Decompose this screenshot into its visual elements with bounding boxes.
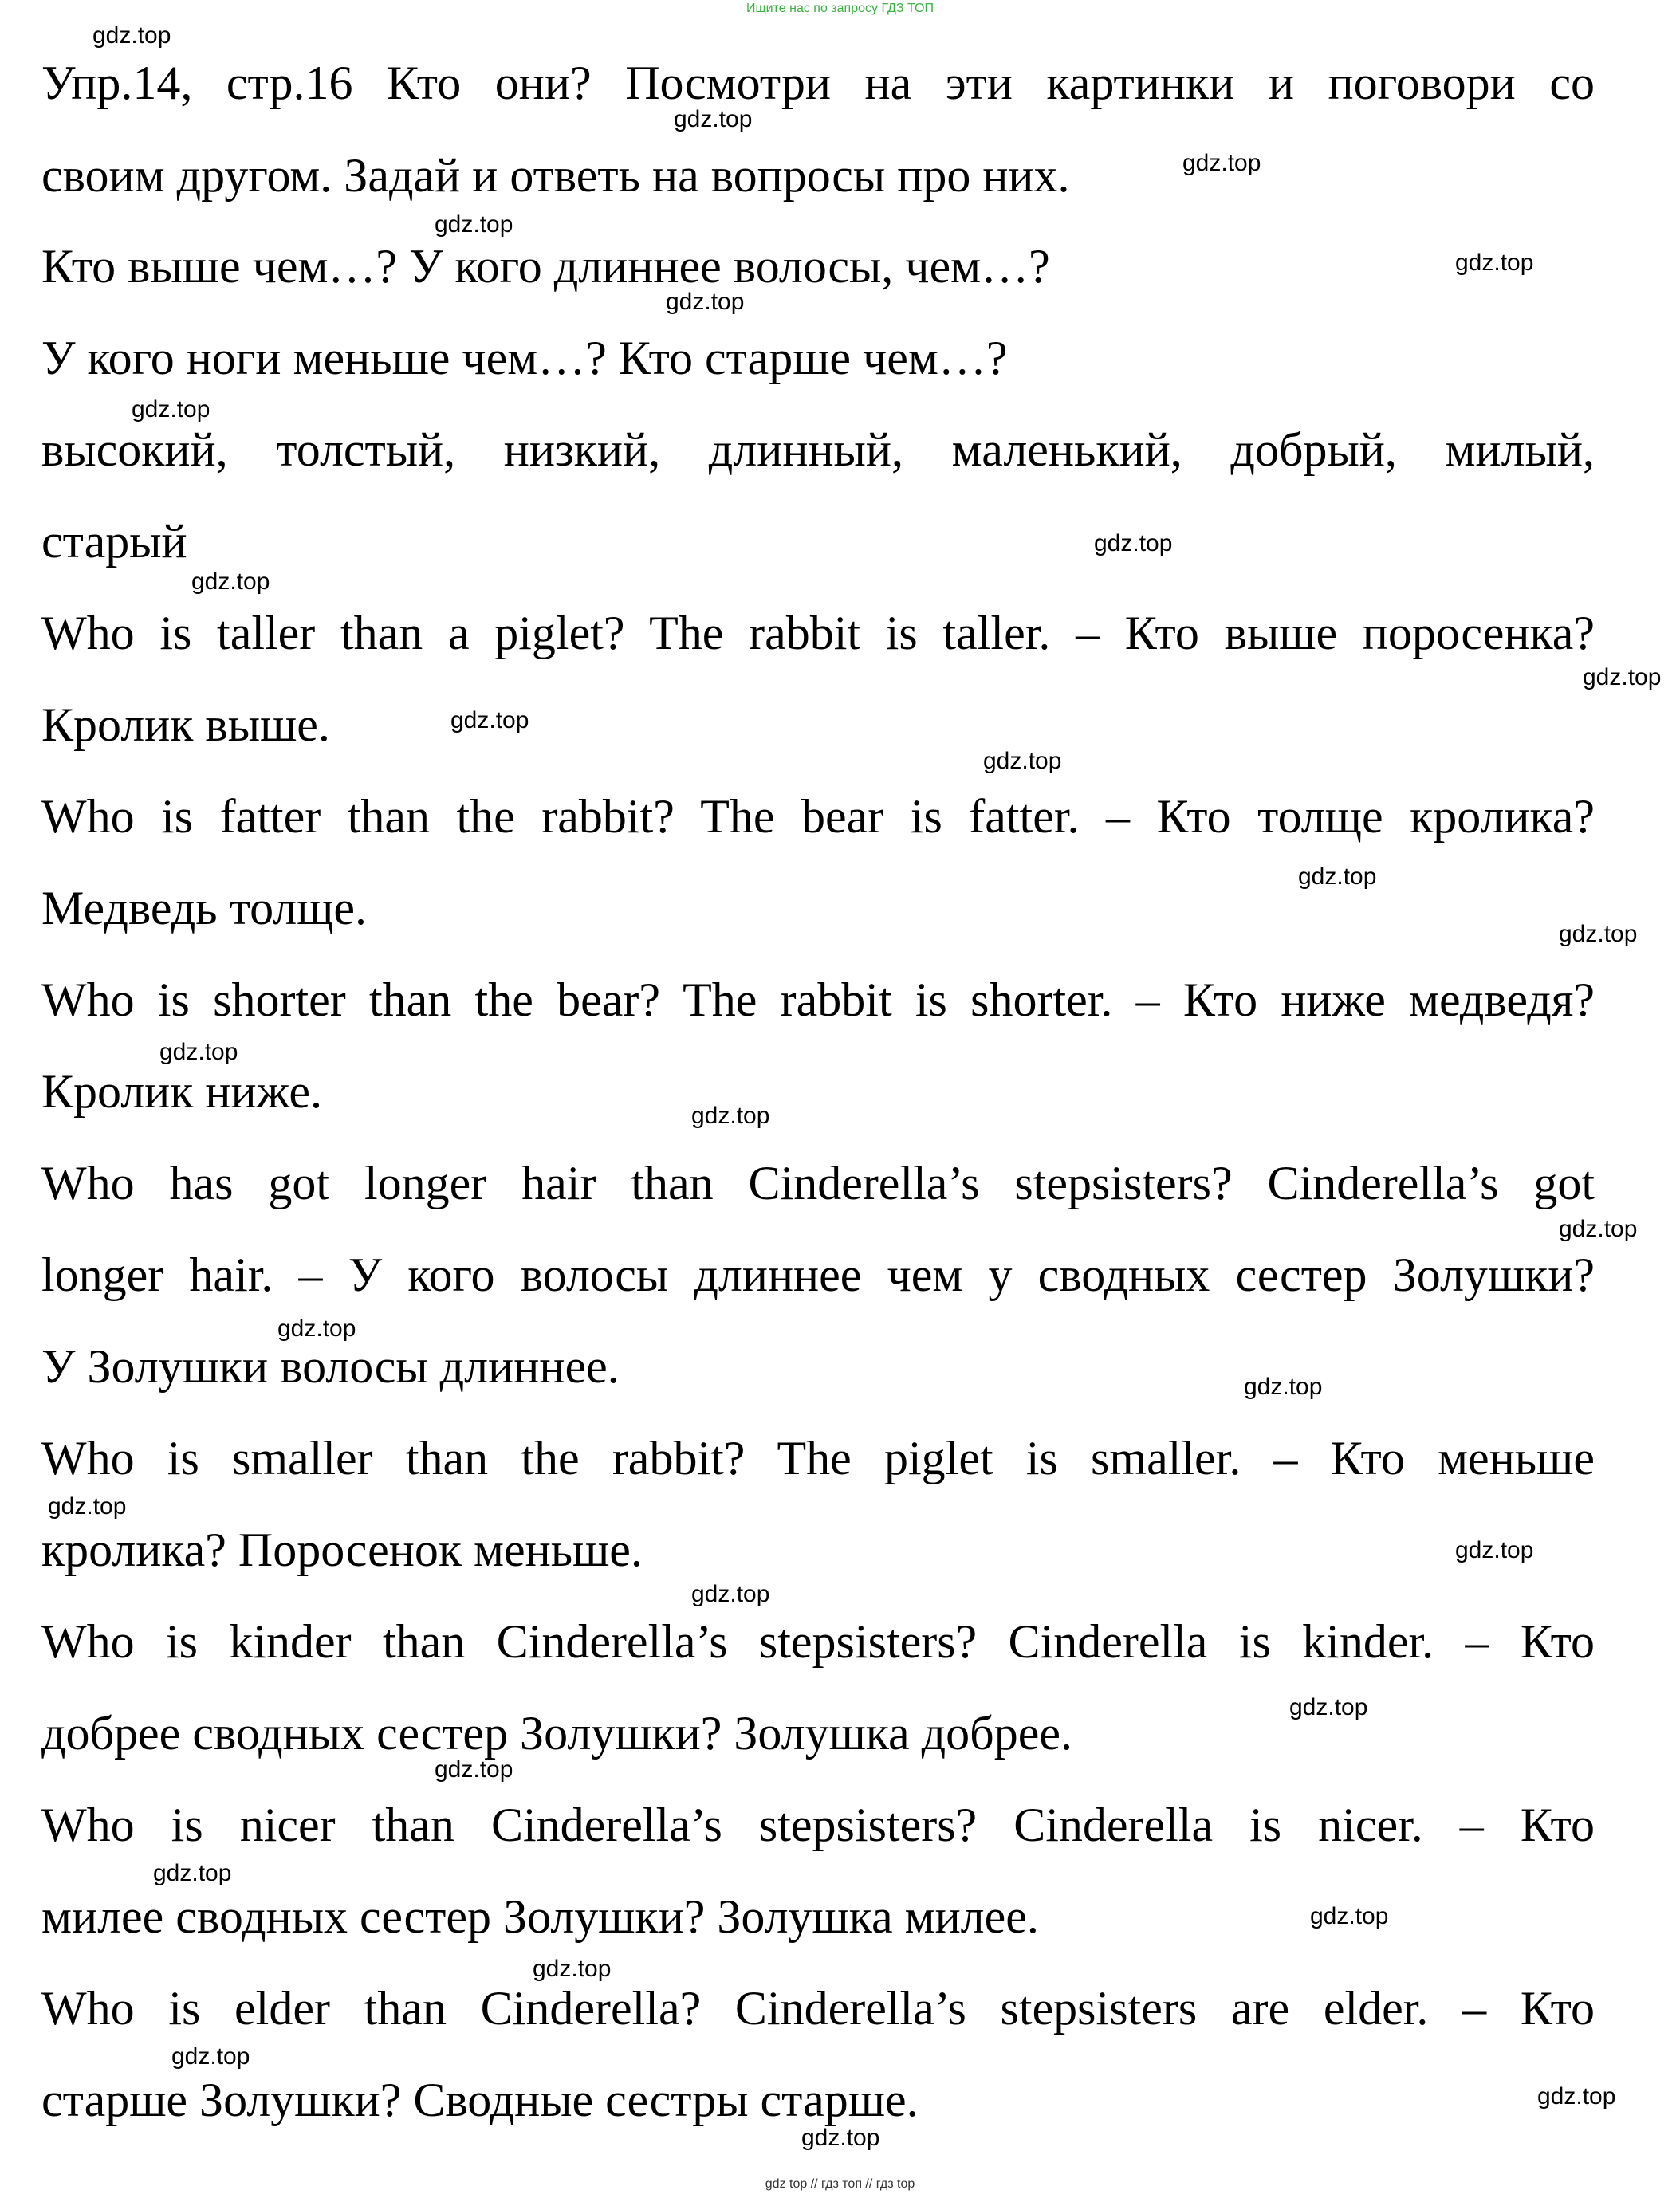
watermark: gdz.top	[450, 707, 529, 733]
watermark: gdz.top	[691, 1103, 770, 1129]
watermark: gdz.top	[1455, 250, 1534, 276]
text-line-7: Who is taller than a piglet? The rabbit is taller. – Кто выше поросенка?	[41, 607, 1595, 659]
watermark: gdz.top	[1182, 150, 1261, 176]
text-line-21: милее сводных сестер Золушки? Золушка милее.	[41, 1890, 1039, 1943]
watermark: gdz.top	[983, 748, 1062, 774]
text-line-8: Кролик выше.	[41, 698, 330, 751]
watermark: gdz.top	[277, 1315, 356, 1342]
text-line-14: longer hair. – У кого волосы длиннее чем у сводных сестер Золушки?	[41, 1248, 1595, 1301]
text-line-10: Медведь толще.	[41, 882, 368, 934]
text-line-23: старше Золушки? Сводные сестры старше.	[41, 2074, 919, 2126]
watermark: gdz.top	[1298, 863, 1377, 890]
watermark: gdz.top	[191, 568, 270, 595]
watermark: gdz.top	[435, 211, 513, 238]
text-line-18: Who is kinder than Cinderella’s stepsisters? Cinderella is kinder. – Кто	[41, 1615, 1595, 1668]
watermark: gdz.top	[171, 2043, 250, 2070]
text-line-5: высокий, толстый, низкий, длинный, маленький, добрый, милый,	[41, 423, 1595, 476]
watermark: gdz.top	[132, 396, 210, 423]
text-line-22: Who is elder than Cinderella? Cinderella’s stepsisters are elder. – Кто	[41, 1982, 1595, 2035]
text-line-12: Кролик ниже.	[41, 1065, 322, 1118]
watermark: gdz.top	[533, 1956, 612, 1982]
text-line-16: Who is smaller than the rabbit? The piglet is smaller. – Кто меньше	[41, 1432, 1595, 1484]
watermark: gdz.top	[435, 1756, 513, 1783]
text-line-6: старый	[41, 515, 187, 568]
watermark: gdz.top	[92, 22, 171, 49]
text-line-19: добрее сводных сестер Золушки? Золушка добрее.	[41, 1707, 1072, 1760]
watermark: gdz.top	[153, 1860, 232, 1886]
text-line-20: Who is nicer than Cinderella’s stepsisters? Cinderella is nicer. – Кто	[41, 1799, 1595, 1851]
watermark: gdz.top	[1289, 1694, 1368, 1720]
watermark: gdz.top	[1583, 664, 1662, 690]
watermark: gdz.top	[691, 1581, 770, 1607]
text-line-1: Упр.14, стр.16 Кто они? Посмотри на эти картинки и поговори со	[41, 57, 1595, 109]
watermark: gdz.top	[674, 106, 753, 132]
header-note: Ищите нас по запросу ГДЗ ТОП	[746, 2, 934, 15]
watermark: gdz.top	[1537, 2083, 1616, 2110]
watermark: gdz.top	[1094, 530, 1173, 556]
watermark: gdz.top	[1455, 1537, 1534, 1563]
watermark: gdz.top	[159, 1039, 238, 1065]
text-line-13: Who has got longer hair than Cinderella’s stepsisters? Cinderella’s got	[41, 1157, 1595, 1209]
text-line-11: Who is shorter than the bear? The rabbit is shorter. – Кто ниже медведя?	[41, 973, 1595, 1026]
watermark: gdz.top	[1559, 921, 1638, 947]
text-line-2: своим другом. Задай и ответь на вопросы про них.	[41, 149, 1070, 202]
watermark: gdz.top	[801, 2125, 880, 2151]
watermark: gdz.top	[1559, 1216, 1638, 1242]
watermark: gdz.top	[1244, 1374, 1323, 1400]
text-line-17: кролика? Поросенок меньше.	[41, 1524, 643, 1576]
watermark: gdz.top	[666, 289, 745, 315]
text-line-3: Кто выше чем…? У кого длиннее волосы, чем…?	[41, 240, 1050, 293]
text-line-4: У кого ноги меньше чем…? Кто старше чем…?	[41, 332, 1008, 384]
footer-note: gdz top // гдз топ // гдз top	[765, 2177, 915, 2191]
text-line-15: У Золушки волосы длиннее.	[41, 1340, 620, 1393]
text-line-9: Who is fatter than the rabbit? The bear is fatter. – Кто толще кролика?	[41, 790, 1595, 843]
watermark: gdz.top	[48, 1493, 127, 1520]
watermark: gdz.top	[1310, 1903, 1389, 1929]
